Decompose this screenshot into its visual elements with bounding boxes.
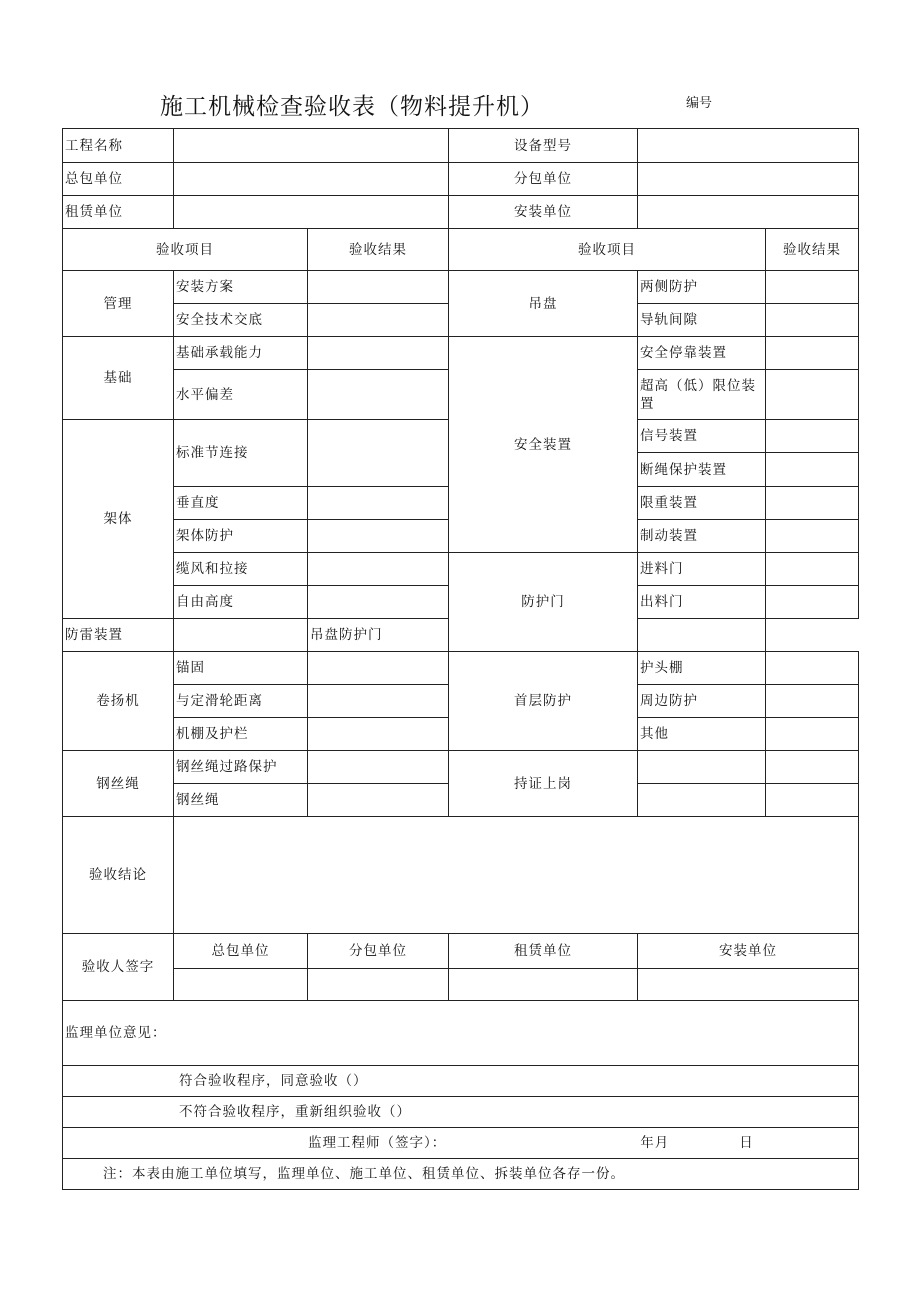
group-ground-protection: 首层防护 xyxy=(449,652,638,751)
col-header-result-left: 验收结果 xyxy=(308,229,449,271)
item-signal-device: 信号装置 xyxy=(638,420,766,453)
certified-result-1[interactable] xyxy=(766,751,859,784)
item-frame-protection: 架体防护 xyxy=(174,520,308,553)
item-feed-door: 进料门 xyxy=(638,553,766,586)
result-safety-briefing[interactable] xyxy=(308,304,449,337)
item-cage-door: 吊盘防护门 xyxy=(308,619,449,652)
date-day: 日 xyxy=(739,1135,754,1151)
item-head-shed: 护头棚 xyxy=(638,652,766,685)
item-rope-break-protection: 断绳保护装置 xyxy=(638,453,766,487)
result-shed-railing[interactable] xyxy=(308,718,449,751)
result-rail-gap[interactable] xyxy=(766,304,859,337)
conclusion-field[interactable] xyxy=(174,817,859,934)
date-year-month: 年月 xyxy=(640,1135,670,1151)
item-free-height: 自由高度 xyxy=(174,586,308,619)
item-bearing-capacity: 基础承载能力 xyxy=(174,337,308,370)
subcontractor-label: 分包单位 xyxy=(449,163,638,196)
item-safety-briefing: 安全技术交底 xyxy=(174,304,308,337)
sign-field-install[interactable] xyxy=(638,969,859,1001)
certified-field-2[interactable] xyxy=(638,784,766,817)
group-management: 管理 xyxy=(63,271,174,337)
sign-field-general[interactable] xyxy=(174,969,308,1001)
result-frame-protection[interactable] xyxy=(308,520,449,553)
col-header-item-left: 验收项目 xyxy=(63,229,308,271)
general-contractor-label: 总包单位 xyxy=(63,163,174,196)
item-wire-rope: 钢丝绳 xyxy=(174,784,308,817)
col-header-result-right: 验收结果 xyxy=(766,229,859,271)
conclusion-label: 验收结论 xyxy=(63,817,174,934)
item-brake-device: 制动装置 xyxy=(638,520,766,553)
result-wire-rope[interactable] xyxy=(308,784,449,817)
result-signal-device[interactable] xyxy=(766,420,859,453)
result-perimeter-protection[interactable] xyxy=(766,685,859,718)
result-rope-crossing-protection[interactable] xyxy=(308,751,449,784)
equipment-model-label: 设备型号 xyxy=(449,129,638,163)
supervision-opinion-label: 监理单位意见： xyxy=(63,1001,859,1066)
result-guy-wire[interactable] xyxy=(308,553,449,586)
result-rope-break-protection[interactable] xyxy=(766,453,859,487)
result-side-protection[interactable] xyxy=(766,271,859,304)
result-lightning-protection[interactable] xyxy=(174,619,308,652)
subcontractor-field[interactable] xyxy=(638,163,859,196)
result-feed-door[interactable] xyxy=(766,553,859,586)
engineer-sign-label: 监理工程师（签字）： xyxy=(308,1135,447,1151)
item-pulley-distance: 与定滑轮距离 xyxy=(174,685,308,718)
item-rail-gap: 导轨间隙 xyxy=(638,304,766,337)
sign-field-rental[interactable] xyxy=(449,969,638,1001)
result-safe-landing[interactable] xyxy=(766,337,859,370)
item-side-protection: 两侧防护 xyxy=(638,271,766,304)
result-limit-device[interactable] xyxy=(766,370,859,420)
group-safety-devices: 安全装置 xyxy=(449,337,638,553)
item-lightning-protection: 防雷装置 xyxy=(63,619,174,652)
result-brake-device[interactable] xyxy=(766,520,859,553)
item-safe-landing: 安全停靠装置 xyxy=(638,337,766,370)
item-anchoring: 锚固 xyxy=(174,652,308,685)
item-section-connection: 标准节连接 xyxy=(174,420,308,487)
supervision-disagree-option[interactable]: 不符合验收程序，重新组织验收（） xyxy=(63,1097,859,1128)
serial-number-label: 编号 xyxy=(686,96,713,111)
item-discharge-door: 出料门 xyxy=(638,586,766,619)
supervision-agree-option[interactable]: 符合验收程序，同意验收（） xyxy=(63,1066,859,1097)
project-name-label: 工程名称 xyxy=(63,129,174,163)
rental-unit-field[interactable] xyxy=(174,196,449,229)
sign-header-sub: 分包单位 xyxy=(308,934,449,969)
result-head-shed[interactable] xyxy=(766,652,859,685)
group-wire-rope: 钢丝绳 xyxy=(63,751,174,817)
rental-unit-label: 租赁单位 xyxy=(63,196,174,229)
form-title: 施工机械检查验收表（物料提升机） xyxy=(160,94,544,120)
result-anchoring[interactable] xyxy=(308,652,449,685)
item-perimeter-protection: 周边防护 xyxy=(638,685,766,718)
item-limit-device: 超高（低）限位装置 xyxy=(638,370,766,420)
result-level-deviation[interactable] xyxy=(308,370,449,420)
item-level-deviation: 水平偏差 xyxy=(174,370,308,420)
group-hoist: 卷扬机 xyxy=(63,652,174,751)
result-free-height[interactable] xyxy=(308,586,449,619)
group-foundation: 基础 xyxy=(63,337,174,420)
result-installation-plan[interactable] xyxy=(308,271,449,304)
group-cage: 吊盘 xyxy=(449,271,638,337)
item-verticality: 垂直度 xyxy=(174,487,308,520)
equipment-model-field[interactable] xyxy=(638,129,859,163)
item-load-limiter: 限重装置 xyxy=(638,487,766,520)
item-installation-plan: 安装方案 xyxy=(174,271,308,304)
result-pulley-distance[interactable] xyxy=(308,685,449,718)
form-note: 注：本表由施工单位填写，监理单位、施工单位、租赁单位、拆装单位各存一份。 xyxy=(63,1159,859,1190)
certified-result-2[interactable] xyxy=(766,784,859,817)
item-other: 其他 xyxy=(638,718,766,751)
result-cage-door[interactable] xyxy=(638,619,766,652)
group-certified-operator: 持证上岗 xyxy=(449,751,638,817)
group-protective-door: 防护门 xyxy=(449,553,638,652)
sign-field-sub[interactable] xyxy=(308,969,449,1001)
general-contractor-field[interactable] xyxy=(174,163,449,196)
installation-unit-field[interactable] xyxy=(638,196,859,229)
result-load-limiter[interactable] xyxy=(766,487,859,520)
result-other[interactable] xyxy=(766,718,859,751)
inspection-table xyxy=(62,128,859,1190)
installation-unit-label: 安装单位 xyxy=(449,196,638,229)
signature-label: 验收人签字 xyxy=(63,934,174,1001)
item-shed-railing: 机棚及护栏 xyxy=(174,718,308,751)
result-bearing-capacity[interactable] xyxy=(308,337,449,370)
sign-header-general: 总包单位 xyxy=(174,934,308,969)
item-guy-wire: 缆风和拉接 xyxy=(174,553,308,586)
result-discharge-door[interactable] xyxy=(766,586,859,619)
result-verticality[interactable] xyxy=(308,487,449,520)
certified-field-1[interactable] xyxy=(638,751,766,784)
supervision-engineer-sign xyxy=(63,1128,859,1159)
col-header-item-right: 验收项目 xyxy=(449,229,766,271)
group-frame: 架体 xyxy=(63,420,174,619)
result-section-connection[interactable] xyxy=(308,420,449,487)
project-name-field[interactable] xyxy=(174,129,449,163)
sign-header-install: 安装单位 xyxy=(638,934,859,969)
sign-header-rental: 租赁单位 xyxy=(449,934,638,969)
item-rope-crossing-protection: 钢丝绳过路保护 xyxy=(174,751,308,784)
